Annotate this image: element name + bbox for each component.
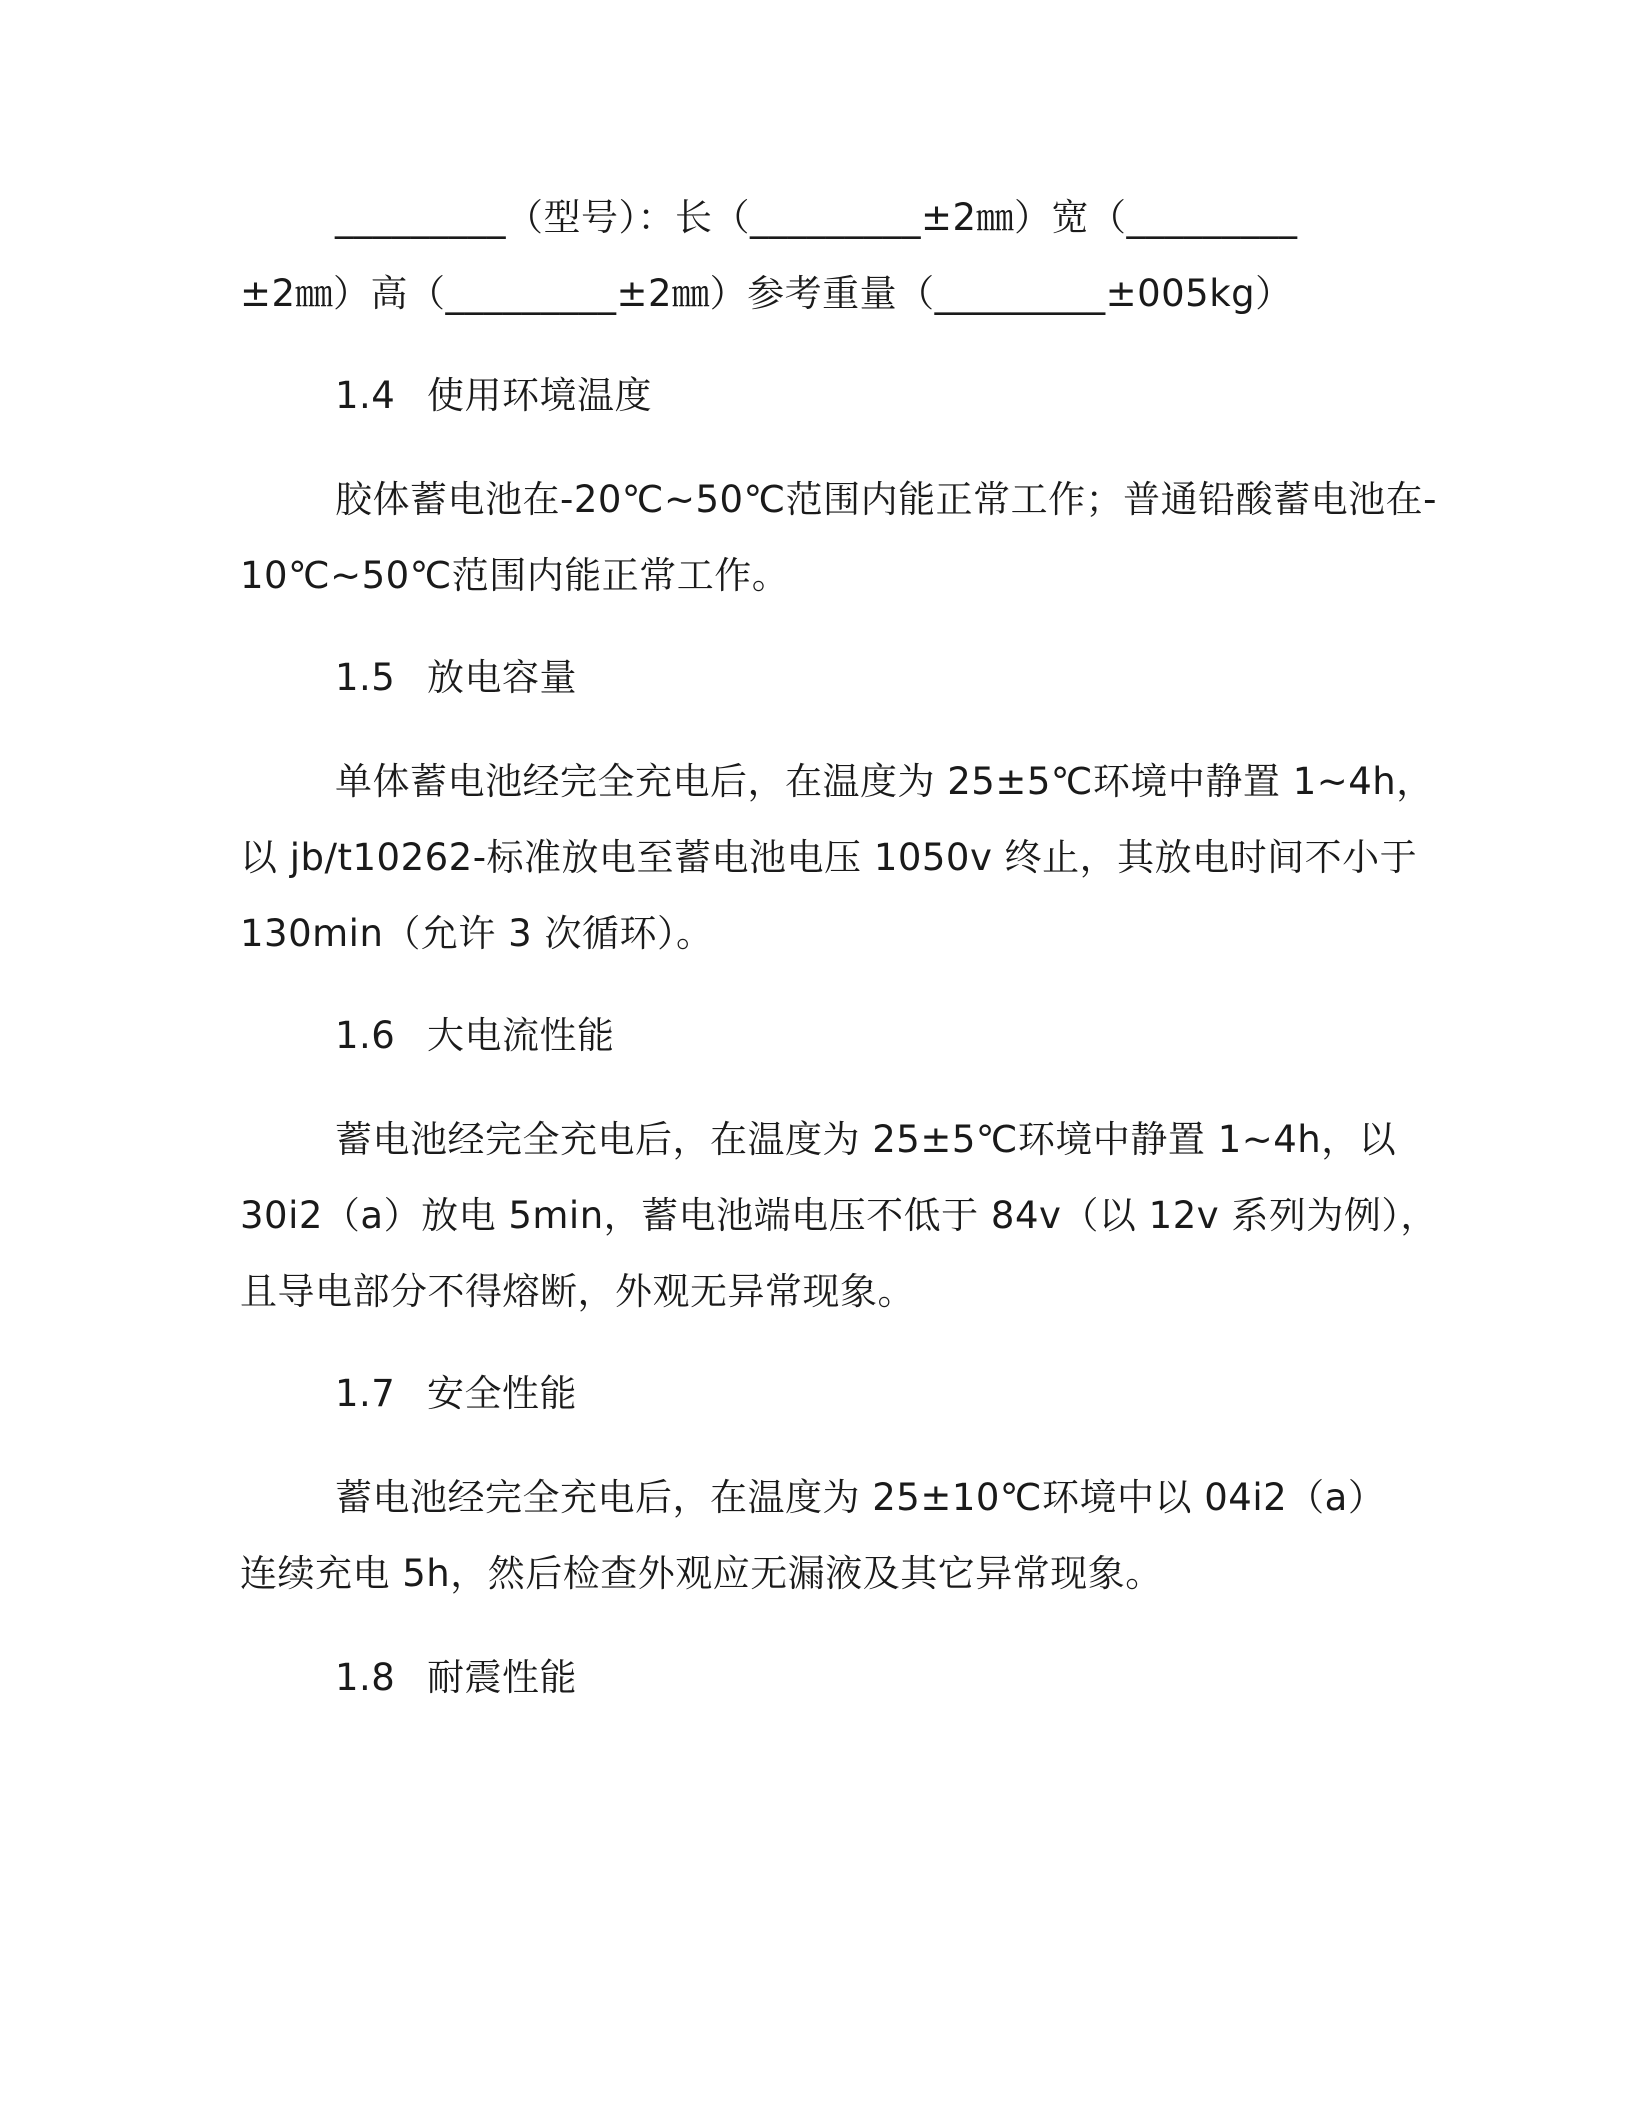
- section-heading-1-5: [335, 652, 1425, 704]
- paragraph-line: 单体蓄电池经完全充电后，在温度为 25±5℃环境中静置 1~4h，: [335, 760, 1434, 803]
- section-number: 1.5: [335, 656, 396, 699]
- paragraph-line: 连续充电 5h，然后检查外观应无漏液及其它异常现象。: [240, 1552, 1163, 1595]
- paragraph-line: 且导电部分不得熔断，外观无异常现象。: [240, 1270, 915, 1313]
- section-number: 1.7: [335, 1372, 396, 1415]
- section-title: 使用环境温度: [427, 374, 652, 417]
- paragraph-line: 30i2（a）放电 5min，蓄电池端电压不低于 84v（以 12v 系列为例），: [240, 1194, 1438, 1237]
- paragraph-line: 130min（允许 3 次循环）。: [240, 912, 714, 955]
- section-number: 1.8: [335, 1656, 396, 1699]
- paragraph-line: 10℃~50℃范围内能正常工作。: [240, 554, 790, 597]
- section-number: 1.6: [335, 1014, 396, 1057]
- section-heading-1-4: [335, 370, 1425, 422]
- paragraph-line: 以 jb/t10262-标准放电至蓄电池电压 1050v 终止，其放电时间不小于: [240, 836, 1418, 879]
- section-number: 1.4: [335, 374, 396, 417]
- section-title: 放电容量: [427, 656, 577, 699]
- paragraph-line: 胶体蓄电池在-20℃~50℃范围内能正常工作；普通铅酸蓄电池在-: [335, 478, 1437, 521]
- section-title: 耐震性能: [427, 1656, 577, 1699]
- spec-line-1: _________（型号）：长（_________±2㎜）宽（_________: [335, 196, 1298, 239]
- paragraph-line: 蓄电池经完全充电后，在温度为 25±10℃环境中以 04i2（a）: [335, 1476, 1386, 1519]
- paragraph-line: 蓄电池经完全充电后，在温度为 25±5℃环境中静置 1~4h，以: [335, 1118, 1397, 1161]
- section-heading-1-8: [335, 1652, 1425, 1704]
- spec-line-2: ±2㎜）高（_________±2㎜）参考重量（_________±005kg）: [240, 272, 1293, 315]
- section-title: 大电流性能: [427, 1014, 615, 1057]
- section-title: 安全性能: [427, 1372, 577, 1415]
- section-heading-1-7: [335, 1368, 1425, 1420]
- section-heading-1-6: [335, 1010, 1425, 1062]
